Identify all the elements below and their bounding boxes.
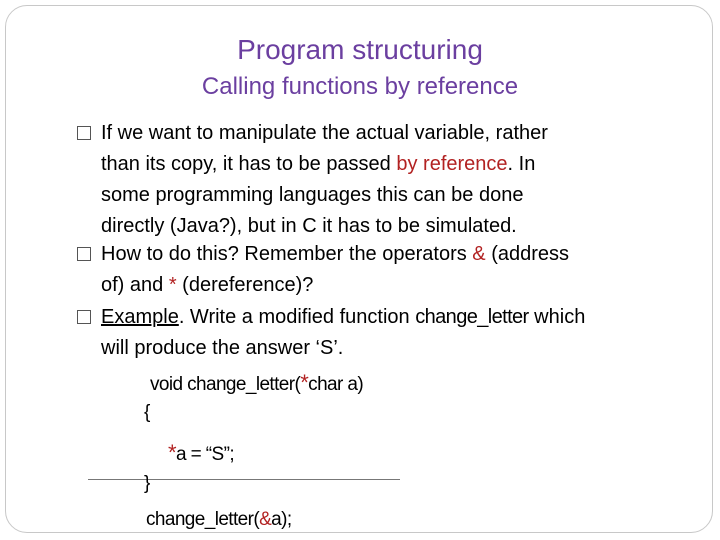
code-sig-post: char a) [308,374,364,395]
slide-subtitle: Calling functions by reference [201,73,519,100]
bullet-3-text-end: which [528,306,586,328]
bullet-1-line-4: directly (Java?), but in C it has to be simulated. [101,215,517,237]
bullet-1-line-3: some programming languages this can be done [101,184,524,206]
code-signature [150,370,363,396]
bullet-1-line-1: If we want to manipulate the actual variable, rather [101,122,548,144]
code-deref-star: * [168,440,176,465]
checkbox-bullet-icon [77,310,91,324]
bullet-3-line-2: will produce the answer ‘S’. [101,337,344,359]
bullet-1-text-end: . In [507,153,536,175]
by-reference-highlight: by reference [396,153,508,175]
code-close-brace: } [144,473,151,494]
code-call-post: a); [271,509,292,530]
address-operator: & [472,243,486,265]
code-call [146,509,292,531]
code-body-post: a = “S”; [175,444,234,465]
bullet-2 [101,239,661,301]
bullet-2-line-2: of) and [101,274,169,296]
bullet-1-text: than its copy, it has to be passed [101,153,397,175]
bullet-2-text: How to do this? Remember the operators [101,243,473,265]
code-sig-pre: void change_letter( [150,374,301,395]
code-call-pre: change_letter( [146,509,260,530]
checkbox-bullet-icon [77,247,91,261]
checkbox-bullet-icon [77,126,91,140]
code-body [168,440,234,466]
dereference-operator: * [168,274,177,296]
bullet-3-text: . Write a modified function [178,306,416,328]
code-open-brace: { [144,402,151,423]
function-name: change_letter [415,306,529,328]
bullet-2-line-2-end: (dereference)? [176,274,314,296]
example-label: Example [101,306,179,328]
code-call-amp: & [259,509,272,530]
slide-title: Program structuring [237,34,483,65]
bullet-2-text-end: (address [485,243,570,265]
divider-line [88,479,400,480]
code-pointer-star: * [300,370,309,395]
bullet-1 [101,118,661,242]
bullet-3 [101,302,661,364]
